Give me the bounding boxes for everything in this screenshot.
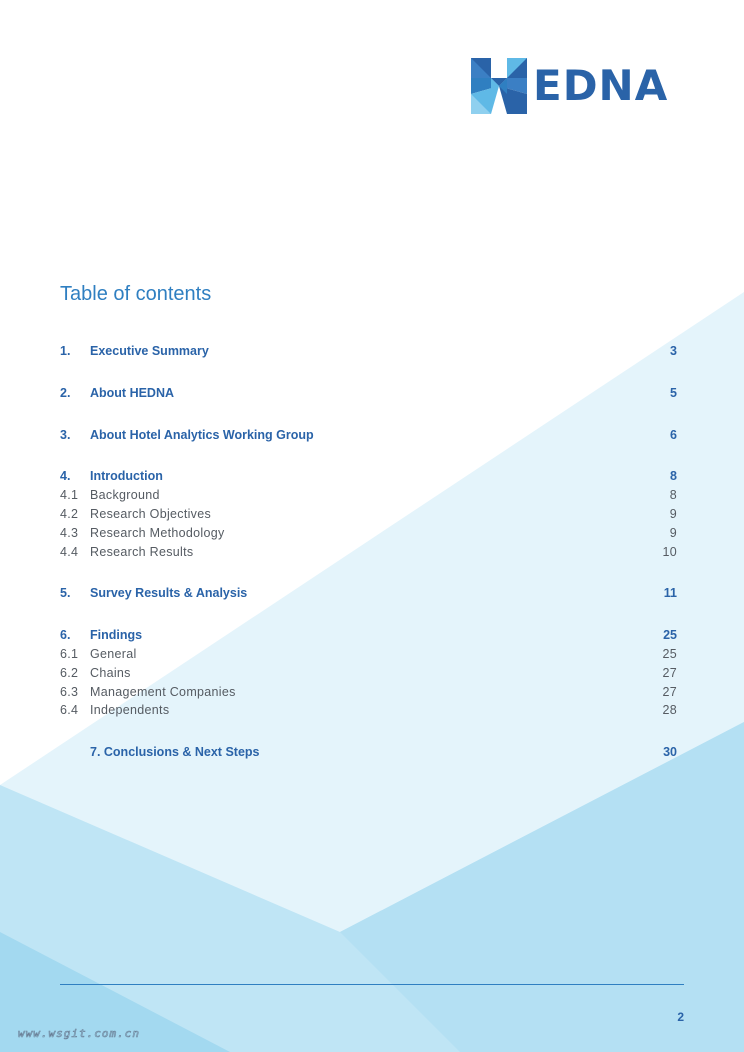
toc-section-entry[interactable]: [60, 745, 677, 764]
toc-entry-number: 6.3: [60, 684, 79, 699]
toc-entry-page: 3: [670, 344, 677, 358]
toc-section: [60, 469, 677, 563]
toc-subsection-entry[interactable]: [60, 507, 677, 526]
toc-entry-label: Independents: [90, 703, 170, 718]
toc-entry-label: About HEDNA: [90, 385, 175, 400]
toc-section-entry[interactable]: [60, 386, 677, 405]
toc-subsection-entry[interactable]: [60, 685, 677, 704]
toc-entry-label: Research Methodology: [90, 525, 225, 540]
toc-entry-page: 5: [670, 385, 677, 400]
toc-subsection-entry[interactable]: [60, 488, 677, 507]
toc-entry-page: 8: [669, 488, 677, 503]
toc-entry-page: 10: [662, 544, 677, 559]
toc-entry-number: 1.: [60, 344, 71, 358]
toc-entry-label: Introduction: [90, 469, 163, 484]
toc-entry-number: 6.1: [60, 646, 79, 661]
hedna-logo: [471, 58, 668, 114]
toc-entry-label: Chains: [90, 665, 131, 680]
toc-entry-page: 11: [663, 586, 677, 601]
toc-entry-page: 28: [662, 703, 677, 718]
toc-entry-label: Survey Results & Analysis: [90, 586, 248, 601]
toc-entry-number: 6.2: [60, 665, 79, 680]
toc-entry-number: 4.4: [60, 544, 79, 559]
toc-section-entry[interactable]: [60, 469, 677, 488]
toc-section-entry[interactable]: [60, 428, 677, 447]
toc-entry-label: Findings: [90, 628, 143, 643]
toc-entry-number: 3.: [60, 427, 71, 442]
toc-entry-page: 30: [663, 745, 677, 760]
toc-subsection-entry[interactable]: [60, 545, 677, 564]
toc-section: [60, 386, 677, 405]
toc-entry-page: 6: [670, 427, 677, 442]
toc-entry-page: 27: [662, 684, 677, 699]
toc-subsection-entry[interactable]: [60, 647, 677, 666]
toc-entry-number: 6.4: [60, 703, 79, 718]
toc-title: Table of contents: [60, 283, 212, 305]
hedna-h-icon: [471, 58, 527, 114]
toc-entry-number: 4.2: [60, 506, 79, 521]
toc-section: [60, 745, 677, 764]
toc-section-entry[interactable]: [60, 344, 677, 363]
toc-section-entry[interactable]: [60, 586, 677, 605]
toc-entry-number: 6.: [60, 628, 71, 643]
toc-entry-page: 8: [670, 469, 677, 484]
toc-entry-number: 4.3: [60, 525, 79, 540]
toc-section: [60, 428, 677, 447]
logo-wordmark: EDNA: [533, 61, 669, 110]
toc-list: [60, 344, 677, 787]
page-number: 2: [677, 1010, 684, 1024]
footer-rule: [60, 984, 684, 985]
toc-entry-label: About Hotel Analytics Working Group: [90, 427, 314, 442]
toc-entry-page: 25: [662, 646, 677, 661]
toc-entry-page: 27: [662, 665, 677, 680]
toc-entry-label: General: [90, 646, 137, 661]
toc-subsection-entry[interactable]: [60, 526, 677, 545]
toc-section: [60, 586, 677, 605]
toc-subsection-entry[interactable]: [60, 703, 677, 722]
watermark-text: www.wsgit.com.cn: [18, 1027, 140, 1040]
toc-entry-label: Research Results: [90, 544, 194, 559]
toc-entry-label: Background: [90, 488, 160, 503]
toc-entry-number: 4.: [60, 469, 71, 484]
toc-section-entry[interactable]: [60, 628, 677, 647]
toc-entry-number: 4.1: [60, 488, 79, 503]
toc-entry-page: 9: [669, 506, 677, 521]
toc-subsection-entry[interactable]: [60, 666, 677, 685]
toc-entry-page: 25: [663, 628, 677, 643]
toc-entry-label: 7. Conclusions & Next Steps: [90, 745, 260, 760]
toc-section: [60, 628, 677, 722]
toc-entry-number: 5.: [60, 586, 71, 601]
toc-entry-number: 2.: [60, 385, 71, 400]
toc-entry-label: Management Companies: [90, 684, 236, 699]
toc-entry-label: Research Objectives: [90, 506, 212, 521]
toc-section: [60, 344, 677, 363]
toc-entry-page: 9: [669, 525, 677, 540]
toc-entry-label: Executive Summary: [90, 344, 209, 358]
